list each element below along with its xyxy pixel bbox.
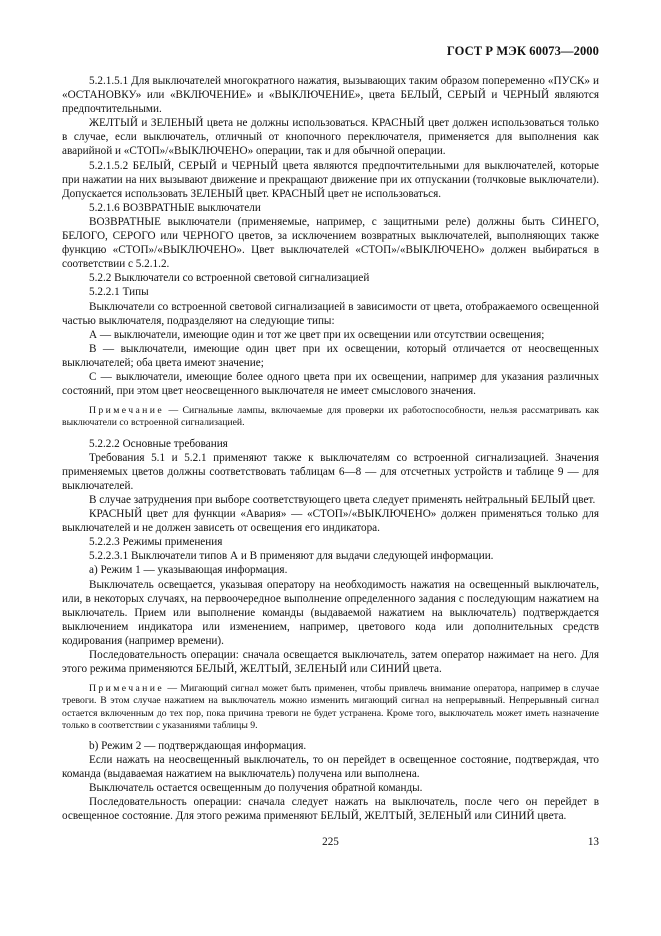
paragraph: 5.2.2.3.1 Выключатели типов А и В применяют для выдачи следующей информации.: [89, 550, 494, 563]
paragraph: КРАСНЫЙ цвет для функции «Авария» — «СТОП»/«ВЫКЛЮЧЕНО» должен применяться только для выключателей и не должен зависеть от освещения его индикатора.: [62, 508, 599, 535]
section-heading: 5.2.1.6 ВОЗВРАТНЫЕ выключатели: [89, 201, 261, 214]
paragraph: Требования 5.1 и 5.2.1 применяют также к выключателям со встроенной сигнализацией. Значения применяемых цветов должны соответствовать таблицам 6—8 — для отсчетных устройств и таблице 9 — для выключателей.: [62, 451, 599, 492]
page-number-center: 225: [322, 836, 339, 848]
list-item: А — выключатели, имеющие один и тот же цвет при их освещении или отсутствии освещения;: [89, 328, 545, 341]
paragraph: Выключатели со встроенной световой сигнализацией в зависимости от цвета, отображаемого освещенной частью выключателя, подразделяют на следующие типы:: [62, 300, 599, 327]
section-heading: 5.2.2.3 Режимы применения: [89, 536, 223, 549]
standard-header: ГОСТ Р МЭК 60073—2000: [446, 44, 599, 58]
document-body: [62, 74, 599, 824]
section-heading: 5.2.2.1 Типы: [89, 286, 149, 299]
paragraph: 5.2.1.5.1 Для выключателей многократного нажатия, вызывающих таким образом попеременно «ПУСК» и «ОСТАНОВКУ» или «ВКЛЮЧЕНИЕ» и «ВЫКЛЮЧЕНИЕ», цвета БЕЛЫЙ, СЕРЫЙ и ЧЕРНЫЙ являются предпочтительными.: [62, 75, 599, 116]
paragraph: Последовательность операции: сначала следует нажать на выключатель, после чего он перейдет в освещенное состояние. Для этого режима применяют БЕЛЫЙ, ЖЕЛТЫЙ, ЗЕЛЕНЫЙ или СИНИЙ цвета.: [62, 796, 599, 823]
page-number-right: 13: [587, 836, 599, 848]
paragraph: ВОЗВРАТНЫЕ выключатели (применяемые, например, с защитными реле) должны быть СИНЕГО, БЕЛОГО, СЕРОГО или ЧЕРНОГО цветов, за исключением возвратных выключателей, выполняющих также функцию «СТОП»/«ВЫКЛЮЧЕНО». Цвет выключателей «СТОП»/«ВЫКЛЮЧЕНО» должен выбираться в соответствии с 5.2.1.2.: [62, 215, 599, 271]
section-heading: 5.2.2.2 Основные требования: [89, 437, 228, 450]
list-item: С — выключатели, имеющие более одного цвета при их освещении, например для указания различных состояний, при этом цвет неосвещенного выключателя не имеет смыслового значения.: [62, 370, 599, 398]
note: [62, 405, 599, 429]
paragraph: В случае затруднения при выборе соответствующего цвета следует применять нейтральный БЕЛЫЙ цвет.: [89, 493, 596, 506]
paragraph: Выключатель освещается, указывая оператору на необходимость нажатия на освещенный выключатель, или, в некоторых случаях, на первоочередное выполнение определенного задания с последующим нажатием на выключатель. Прием или выполнение команды (выдаваемой нажатием на выключатель) подтверждается выключением индикатора или изменением, например, цветового кода или дополнительных средств кодирования (например времени).: [62, 578, 599, 647]
paragraph: ЖЕЛТЫЙ и ЗЕЛЕНЫЙ цвета не должны использоваться. КРАСНЫЙ цвет должен использоваться только в случае, если выключатель, отличный от кнопочного переключателя, применяется для выполнения как аварийной и «СТОП»/«ВЫКЛЮЧЕНО» операции, так и для обычной операции.: [62, 117, 599, 158]
list-item: b) Режим 2 — подтверждающая информация.: [89, 739, 307, 752]
list-item: а) Режим 1 — указывающая информация.: [89, 564, 288, 577]
paragraph: 5.2.1.5.2 БЕЛЫЙ, СЕРЫЙ и ЧЕРНЫЙ цвета являются предпочтительными для выключателей, которые при нажатии на них вызывают движение и прекращают движение при их отпускании (толчковые выключатели). Допускается использовать ЗЕЛЕНЫЙ цвет. КРАСНЫЙ цвет не использоваться.: [62, 159, 599, 200]
paragraph: Выключатель остается освещенным до получения обратной команды.: [89, 782, 423, 795]
paragraph: Последовательность операции: сначала освещается выключатель, затем оператор нажимает на него. Для этого режима применяются БЕЛЫЙ, ЖЕЛТЫЙ, ЗЕЛЕНЫЙ или СИНИЙ цвета.: [62, 648, 599, 676]
note-label: Примечание: [89, 405, 165, 417]
section-heading: 5.2.2 Выключатели со встроенной световой сигнализацией: [89, 272, 370, 285]
paragraph: Если нажать на неосвещенный выключатель, то он перейдет в освещенное состояние, подтверждая, что команда (выдаваемая нажатием на выключатель) получена или выполнена.: [62, 754, 599, 781]
note-text: — Мигающий сигнал может быть применен, чтобы привлечь внимание оператора, например в случае тревоги. В этом случае нажатием на выключатель можно изменить мигающий сигнал на непрерывный. Непрерывный сигнал остается включенным до тех пор, пока причина тревоги не будет устранена. Кроме того, выключатель может иметь назначение только в соответствии с указаниями таблицы 9.: [62, 683, 599, 731]
note-text: — Сигнальные лампы, включаемые для проверки их работоспособности, нельзя рассматривать как выключатели со встроенной сигнализацией.: [62, 405, 599, 429]
note-label: Примечание: [89, 683, 165, 695]
note: [62, 683, 599, 732]
list-item: В — выключатели, имеющие один цвет при их освещении, который отличается от неосвещенных выключателей; оба цвета имеют значение;: [62, 342, 599, 369]
